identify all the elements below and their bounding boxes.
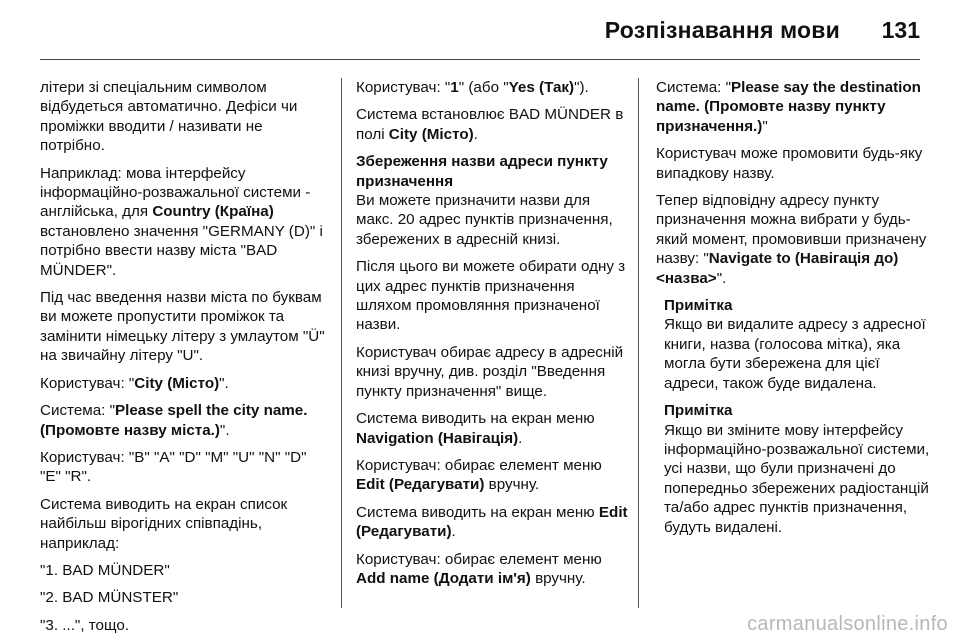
ui-term: Navigation (Навігація): [356, 429, 519, 447]
paragraph: Користувач: обирає елемент меню Add name (Додати ім'я) вручну.: [356, 550, 602, 587]
note-block: [664, 296, 930, 393]
list-item: "3. ...", тощо.: [40, 616, 129, 634]
paragraph: Система: "Please spell the city name. (Промовте назву міста.)".: [40, 402, 308, 439]
paragraph: Користувач обирає адресу в адресній книзі вручну, див. розділ "Введення пункту призначення" вище.: [356, 343, 624, 400]
note-block: [664, 401, 930, 537]
ui-term: 1: [450, 79, 459, 96]
paragraph: Система виводить на екран меню Navigation (Навігація).: [356, 410, 595, 447]
ui-term: Edit (Редагувати): [356, 476, 485, 494]
paragraph: літери зі спеціальним символом відбудеться автоматично. Дефіси чи проміжки вводити / називати не потрібно.: [40, 79, 298, 155]
page-header: [0, 0, 960, 60]
paragraph: Після цього ви можете обирати одну з цих адрес пунктів призначення шляхом промовляння призначеної назви.: [356, 258, 626, 334]
ui-term: City (Місто): [134, 374, 220, 392]
list-item: "1. BAD MÜNDER": [40, 561, 170, 579]
section-heading: Збереження назви адреси пункту призначення: [356, 153, 608, 190]
paragraph: Під час введення назви міста по буквам ви можете пропустити проміжок та замінити німецьку літеру з умлаутом "Ü" на звичайну літеру "U".: [40, 289, 325, 365]
watermark: carmanualsonline.info: [747, 613, 948, 635]
list-item: "2. BAD MÜNSTER": [40, 589, 179, 607]
paragraph: Користувач може промовити будь-яку випадкову назву.: [656, 145, 923, 182]
note-text: Якщо ви зміните мову інтерфейсу інформаційно-розважальної системи, усі назви, що були призначені до попередньо збережених радіостанцій та/або адрес пунктів призначення, будуть видалені.: [664, 421, 930, 536]
text-column-2: [356, 78, 630, 596]
ui-term: Please spell the city name. (Промовте назву міста.): [40, 402, 308, 439]
note-title: Примітка: [664, 402, 733, 420]
paragraph: Система виводить на екран меню Edit (Редагувати).: [356, 503, 628, 541]
ui-term: Please say the destination name. (Промовте назву пункту призначення.): [656, 79, 921, 135]
text-column-1: [40, 78, 330, 643]
ui-term: Country (Країна): [152, 203, 274, 221]
paragraph: Тепер відповідну адресу пункту призначення можна вибрати у будь-який момент, промовивши призначену назву: "Navigate to (Навігація до) <назва>".: [656, 192, 927, 287]
paragraph: Система виводить на екран список найбільш вірогідних співпадінь, наприклад:: [40, 495, 288, 552]
paragraph: Наприклад: мова інтерфейсу інформаційно-розважальної системи - англійська, для Country (Країна) встановлено значення "GERMANY (D)" і потрібно ввести назву міста "BAD MÜNDER".: [40, 164, 323, 279]
ui-term: Yes (Так): [508, 79, 575, 96]
note-text: Якщо ви видалите адресу з адресної книги, назва (голосова мітка), яка могла бути збережена для цієї адреси, також буде видалена.: [664, 316, 926, 392]
ui-term: City (Місто): [388, 125, 474, 143]
paragraph: Система: "Please say the destination name. (Промовте назву пункту призначення.)": [656, 79, 921, 135]
ui-term: Navigate to (Навігація до) <назва>: [656, 250, 899, 287]
text-column-3: [656, 78, 930, 545]
page-title: Розпізнавання мови: [604, 17, 840, 43]
ui-term: Edit (Редагувати): [356, 503, 628, 541]
paragraph: Користувач: "1" (або "Yes (Так)").: [356, 79, 589, 96]
page-number: 131: [881, 17, 920, 43]
paragraph: Ви можете призначити назви для макс. 20 адрес пунктів призначення, збережених в адресній книзі.: [356, 192, 613, 248]
ui-term: Add name (Додати ім'я): [356, 569, 531, 587]
paragraph: Користувач: обирає елемент меню Edit (Редагувати) вручну.: [356, 456, 602, 494]
note-title: Примітка: [664, 297, 733, 315]
paragraph: Користувач: "City (Місто)".: [40, 374, 229, 392]
column-divider-1: [341, 78, 342, 608]
paragraph: Користувач: "B" "A" "D" "M" "U" "N" "D" "E" "R".: [40, 448, 307, 486]
column-divider-2: [638, 78, 639, 608]
header-divider: [40, 59, 920, 60]
paragraph: Система встановлює BAD MÜNDER в полі City (Місто).: [356, 106, 624, 143]
